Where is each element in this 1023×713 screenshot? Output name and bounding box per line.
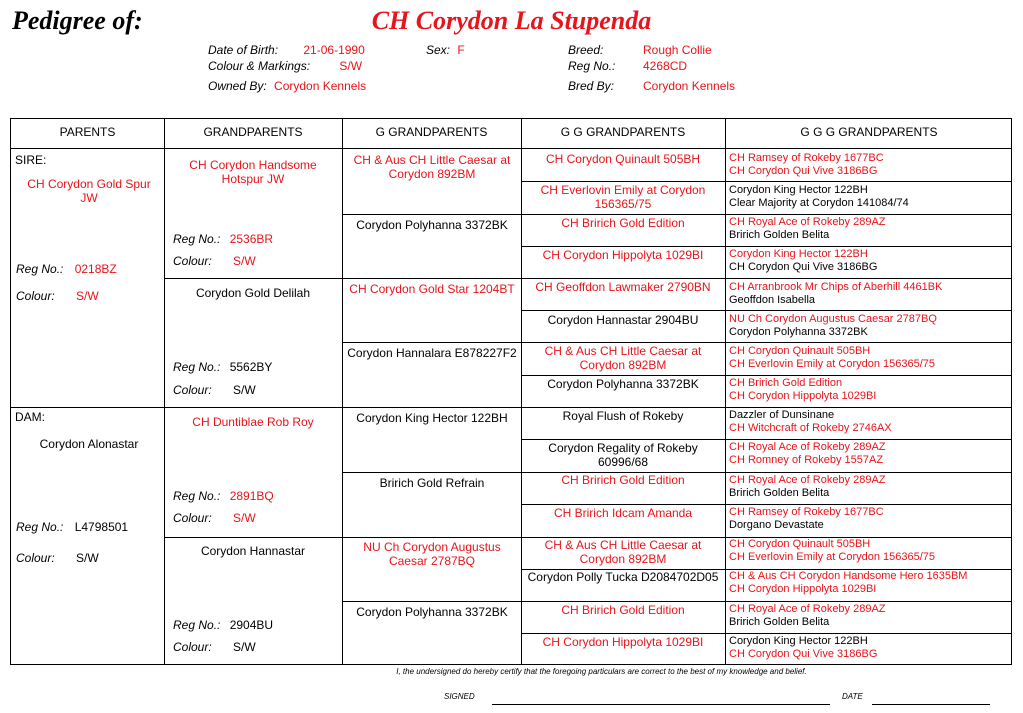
grandparent-colour-value: S/W [233,511,256,525]
gg-grandparent-name: Corydon Regality of Rokeby 60996/68 [548,441,698,469]
ggg-grandparent-name: Bririch Golden Belita [729,229,830,241]
gg-grandparent-name: CH Bririch Gold Edition [561,216,685,230]
ggg-grandparent-name: CH Corydon Quinault 505BH [729,345,871,357]
breed-label: Breed: [568,43,604,57]
dob-label: Date of Birth: [208,43,279,57]
g-grandparent-name: NU Ch Corydon Augustus Caesar 2787BQ [363,540,501,568]
g-grandparent-name: CH Corydon Gold Star 1204BT [349,282,515,296]
colour-label: Colour: [16,551,55,565]
grandparent-reg-value: 2904BU [229,618,274,632]
ggg-grandparent-name: CH Royal Ace of Rokeby 289AZ [729,216,886,228]
dob-row [208,42,365,58]
gg-grandparent-name: Corydon Polyhanna 3372BK [547,377,699,391]
date-line [872,704,990,705]
gg-grandparent-name: CH Bririch Gold Edition [561,603,685,617]
gg-grandparent-name: CH & Aus CH Little Caesar at Corydon 892BM [544,538,702,566]
reg-label: Reg No.: [173,360,221,374]
row-divider [521,439,1011,440]
ggg-grandparent-name: Bririch Golden Belita [729,487,830,499]
ggg-grandparent-name: CH Everlovin Emily at Corydon 156365/75 [729,358,936,370]
grandparent-colour-value: S/W [233,383,256,397]
bred-row [568,78,736,94]
ggg-grandparent-name: CH Everlovin Emily at Corydon 156365/75 [729,551,936,563]
ggg-grandparent-name: CH & Aus CH Corydon Handsome Hero 1635BM [729,570,968,582]
g-grandparent-name: Corydon King Hector 122BH [356,411,508,425]
reg-label: Reg No.: [173,232,221,246]
grandparent-colour [173,511,256,525]
row-divider [521,181,1011,182]
gg-grandparent-name: CH Everlovin Emily at Corydon 156365/75 [540,183,706,211]
regno-label: Reg No.: [568,59,616,73]
column-header-grandparents: GRANDPARENTS [203,125,303,139]
grandparent-reg-value: 5562BY [229,360,273,374]
g-grandparent-name: CH & Aus CH Little Caesar at Corydon 892BM [353,153,511,181]
col-divider [725,119,726,664]
reg-label: Reg No.: [173,618,221,632]
column-header-parents: PARENTS [59,125,116,139]
sire-colour [16,289,99,303]
dob-value: 21-06-1990 [303,43,365,57]
grandparent-name: Corydon Hannastar [200,544,306,558]
grandparent-colour-value: S/W [233,640,256,654]
owned-label: Owned By: [208,79,267,93]
bred-label: Bred By: [568,79,615,93]
gg-grandparent-name: CH Bririch Gold Edition [561,473,685,487]
ggg-grandparent-name: Bririch Golden Belita [729,616,830,628]
sire-colour-value: S/W [76,289,99,303]
sire-reg-value: 0218BZ [74,262,117,276]
column-header-gg-grandparents: G G GRANDPARENTS [560,125,686,139]
ggg-grandparent-name: Corydon Polyhanna 3372BK [729,326,868,338]
g-grandparent-name: Bririch Gold Refrain [379,476,485,490]
grandparent-colour-value: S/W [233,254,256,268]
g-grandparent-name: Corydon Polyhanna 3372BK [356,605,508,619]
grandparent-colour [173,383,256,397]
dam-colour [16,551,99,565]
column-header-ggg-grandparents: G G G GRANDPARENTS [800,125,938,139]
gg-grandparent-name: CH Geoffdon Lawmaker 2790BN [535,280,711,294]
pedigree-table [10,118,1012,665]
date-label: DATE [842,692,863,701]
row-divider [521,246,1011,247]
sex-row [426,42,465,58]
colour-label: Colour: [173,511,212,525]
ggg-grandparent-name: Corydon King Hector 122BH [729,248,868,260]
colour-label: Colour: [16,289,55,303]
grandparent-reg [173,232,273,246]
g-grandparent-name: Corydon Polyhanna 3372BK [356,218,508,232]
ggg-grandparent-name: CH Ramsey of Rokeby 1677BC [729,506,884,518]
ggg-grandparent-name: CH Royal Ace of Rokeby 289AZ [729,603,886,615]
g-grandparent-name: Corydon Hannalara E878227F2 [347,346,517,360]
gg-grandparent-name: CH Corydon Hippolyta 1029BI [542,635,704,649]
row-divider [342,601,1011,602]
signature-line [492,704,830,705]
ggg-grandparent-name: CH Witchcraft of Rokeby 2746AX [729,422,892,434]
ggg-grandparent-name: CH Ramsey of Rokeby 1677BC [729,152,884,164]
ggg-grandparent-name: CH Corydon Hippolyta 1029BI [729,583,877,595]
column-header-g-grandparents: G GRANDPARENTS [375,125,488,139]
dam-colour-value: S/W [76,551,99,565]
ggg-grandparent-name: Corydon King Hector 122BH [729,184,868,196]
ggg-grandparent-name: Corydon King Hector 122BH [729,635,868,647]
pedigree-title-label: Pedigree of: [12,6,143,35]
gg-grandparent-name: CH & Aus CH Little Caesar at Corydon 892BM [544,344,702,372]
gg-grandparent-name: Corydon Hannastar 2904BU [547,313,699,327]
ggg-grandparent-name: CH Corydon Quinault 505BH [729,538,871,550]
dam-reg-value: L4798501 [74,520,129,534]
gg-grandparent-name: CH Corydon Hippolyta 1029BI [542,248,704,262]
row-divider [521,310,1011,311]
colour-label: Colour: [173,383,212,397]
ggg-grandparent-name: CH Corydon Qui Vive 3186BG [729,648,878,660]
gg-grandparent-name: Corydon Polly Tucka D2084702D05 [527,570,719,584]
colour-label: Colour: [173,640,212,654]
reg-label: Reg No.: [16,520,64,534]
col-divider [164,119,165,664]
col-divider [521,119,522,664]
grandparent-reg [173,489,274,503]
bred-value: Corydon Kennels [643,79,736,93]
dog-name: CH Corydon La Stupenda [371,6,652,35]
ggg-grandparent-name: CH Romney of Rokeby 1557AZ [729,454,884,466]
sex-label: Sex: [426,43,451,57]
header-divider [11,148,1011,149]
regno-value: 4268CD [643,59,688,73]
row-divider [521,375,1011,376]
grandparent-reg-value: 2891BQ [229,489,274,503]
col-divider [342,119,343,664]
ggg-grandparent-name: CH Corydon Qui Vive 3186BG [729,165,878,177]
dam-reg [16,520,128,534]
owned-value: Corydon Kennels [274,79,367,93]
grandparent-colour [173,640,256,654]
gg-grandparent-name: CH Bririch Idcam Amanda [553,506,693,520]
grandparent-name: CH Duntiblae Rob Roy [192,415,314,429]
reg-label: Reg No.: [173,489,221,503]
grandparent-reg-value: 2536BR [229,232,274,246]
grandparent-reg [173,360,272,374]
ggg-grandparent-name: CH Bririch Gold Edition [729,377,843,389]
ggg-grandparent-name: CH Arranbrook Mr Chips of Aberhill 4461BK [729,281,943,293]
ggg-grandparent-name: Geoffdon Isabella [729,294,816,306]
ggg-grandparent-name: NU Ch Corydon Augustus Caesar 2787BQ [729,313,937,325]
row-divider [164,278,1011,279]
colour-markings-label: Colour & Markings: [208,59,311,73]
grandparent-colour [173,254,256,268]
ggg-grandparent-name: CH Royal Ace of Rokeby 289AZ [729,474,886,486]
sire-reg [16,262,117,276]
ggg-grandparent-name: Dazzler of Dunsinane [729,409,835,421]
sex-value: F [457,43,465,57]
colour-row [208,58,362,74]
regno-row [568,58,688,74]
ggg-grandparent-name: CH Corydon Qui Vive 3186BG [729,261,878,273]
row-divider [342,342,1011,343]
grandparent-name: CH Corydon Handsome Hotspur JW [189,158,317,186]
reg-label: Reg No.: [16,262,64,276]
dam-name: Corydon Alonastar [39,437,139,451]
sire-name: CH Corydon Gold Spur JW [27,177,151,205]
row-divider [342,214,1011,215]
breed-value: Rough Collie [643,43,712,57]
grandparent-reg [173,618,273,632]
colour-label: Colour: [173,254,212,268]
sire-label: SIRE: [15,153,47,167]
gg-grandparent-name: Royal Flush of Rokeby [562,409,684,423]
signed-label: SIGNED [444,692,475,701]
certification-text: I, the undersigned do hereby certify that the foregoing particulars are correct to the best of my knowledge and belief. [396,667,807,676]
ggg-grandparent-name: Clear Majority at Corydon 141084/74 [729,197,909,209]
grandparent-name: Corydon Gold Delilah [195,286,311,300]
ggg-grandparent-name: Dorgano Devastate [729,519,824,531]
ggg-grandparent-name: CH Corydon Hippolyta 1029BI [729,390,877,402]
ggg-grandparent-name: CH Royal Ace of Rokeby 289AZ [729,441,886,453]
gg-grandparent-name: CH Corydon Quinault 505BH [545,152,701,166]
sire-dam-divider [11,407,1011,408]
dam-label: DAM: [15,410,45,424]
row-divider [521,633,1011,634]
breed-row [568,42,712,58]
colour-markings-value: S/W [339,59,363,73]
owned-row [208,78,366,94]
row-divider [521,504,1011,505]
